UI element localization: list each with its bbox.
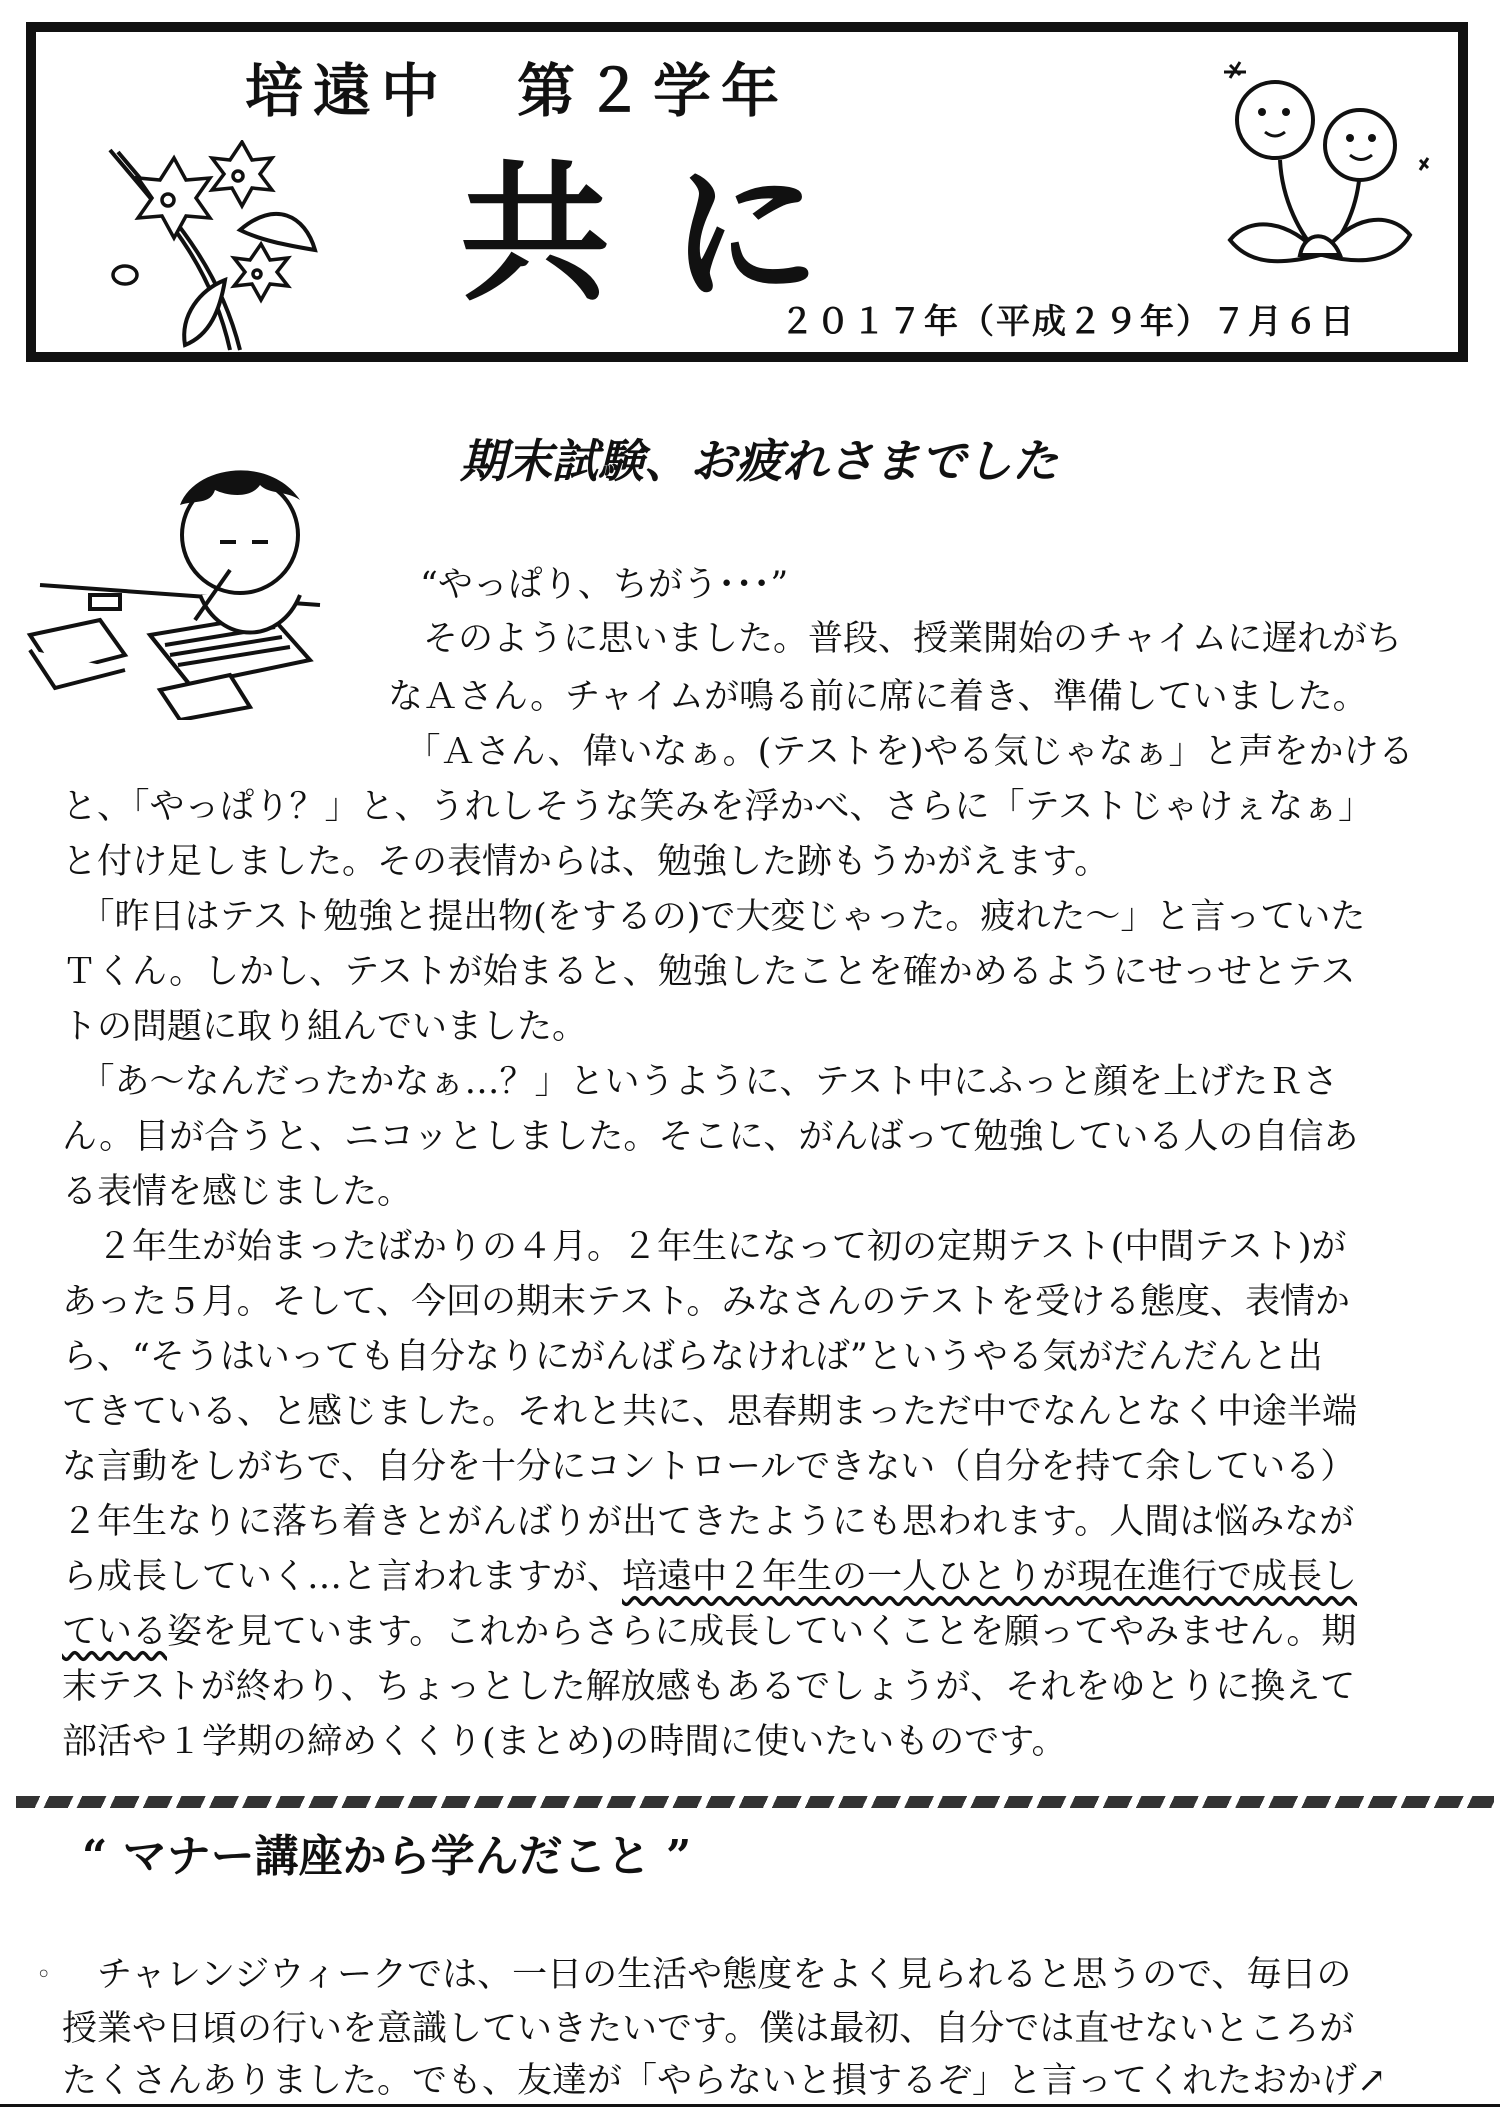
page-bottom-rule <box>0 2104 1500 2107</box>
paragraph-line: 「あ〜なんだったかなぁ…？」というように、テスト中にふっと顔を上げたＲさ <box>62 1062 1339 1102</box>
school-title: 培遠中 第２学年 <box>245 57 790 125</box>
paragraph-line: てきている、と感じました。それと共に、思春期まっただ中でなんとなく中途半端 <box>62 1392 1358 1432</box>
section-title: 期末試験、お疲れさまでした <box>460 434 1058 488</box>
underlined-text: ている <box>62 1612 168 1652</box>
paragraph-line: ２年生が始まったばかりの４月。２年生になって初の定期テスト(中間テスト)が <box>62 1227 1347 1267</box>
paragraph-line: ２年生なりに落ち着きとがんばりが出てきたようにも思われます。人間は悩みなが <box>62 1502 1355 1542</box>
studying-student-illustration <box>20 445 340 720</box>
paragraph-line: Ｔくん。しかし、テストが始まると、勉強したことを確かめるようにせっせとテス <box>62 952 1356 992</box>
section-divider <box>16 1796 1494 1808</box>
paragraph-line: と、「やっぱり？」と、うれしそうな笑みを浮かべ、さらに「テストじゃけぇなぁ」 <box>62 787 1374 827</box>
paragraph-line: あった５月。そして、今回の期末テスト。みなさんのテストを受ける態度、表情か <box>62 1282 1351 1322</box>
paragraph-line: たくさんありました。でも、友達が「やらないと損するぞ」と言ってくれたおかげ↗ <box>62 2061 1387 2101</box>
paragraph-line: 部活や１学期の締めくくり(まとめ)の時間に使いたいものです。 <box>62 1722 1067 1762</box>
paragraph-line: と付け足しました。その表情からは、勉強した跡もうかがえます。 <box>62 842 1110 882</box>
paragraph-line: ら、“そうはいっても自分なりにがんばらなければ”というやる気がだんだんと出 <box>62 1337 1323 1377</box>
paragraph-line <box>62 1557 1482 1597</box>
paragraph-line: 末テストが終わり、ちょっとした解放感もあるでしょうが、それをゆとりに換えて <box>62 1667 1356 1707</box>
paragraph-line: 「昨日はテスト勉強と提出物(をするの)で大変じゃった。疲れた〜」と言っていた <box>62 897 1366 937</box>
line-text: 姿を見ています。これからさらに成長していくことを願ってやみません。期 <box>167 1612 1357 1652</box>
section-title: “ マナー講座から学んだこと ” <box>82 1831 692 1882</box>
newsletter-name: 共に <box>460 148 881 322</box>
paragraph-line: そのように思いました。普段、授業開始のチャイムに遅れがち <box>388 619 1402 659</box>
dandelion-illustration <box>1210 50 1450 285</box>
paragraph-line: “やっぱり、ちがう･･･” <box>420 565 789 605</box>
underlined-text: 培遠中２年生の一人ひとりが現在進行で成長し <box>622 1557 1358 1597</box>
paragraph-line: な言動をしがちで、自分を十分にコントロールできない（自分を持て余している） <box>62 1447 1356 1487</box>
paragraph-line: る表情を感じました。 <box>62 1172 413 1212</box>
paragraph-line: 授業や日頃の行いを意識していきたいです。僕は最初、自分では直せないところが <box>62 2009 1355 2049</box>
paragraph-line: ん。目が合うと、ニコッとしました。そこに、がんばって勉強している人の自信あ <box>62 1117 1359 1157</box>
cherry-blossom-illustration <box>100 140 320 355</box>
paragraph-line: 「Ａさん、偉いなぁ。(テストを)やる気じゃなぁ」と声をかける <box>388 732 1414 772</box>
paragraph-line <box>62 1612 1482 1652</box>
paragraph-line: チャレンジウィークでは、一日の生活や態度をよく見られると思うので、毎日の <box>62 1955 1352 1995</box>
issue-date: ２０１７年（平成２９年）７月６日 <box>780 302 1356 342</box>
line-text: ら成長していく…と言われますが、 <box>62 1557 623 1597</box>
paragraph-line: トの問題に取り組んでいました。 <box>62 1007 588 1047</box>
paragraph-line: なＡさん。チャイムが鳴る前に席に着き、準備していました。 <box>388 677 1368 717</box>
bullet-mark: ◦ <box>36 1960 52 1990</box>
